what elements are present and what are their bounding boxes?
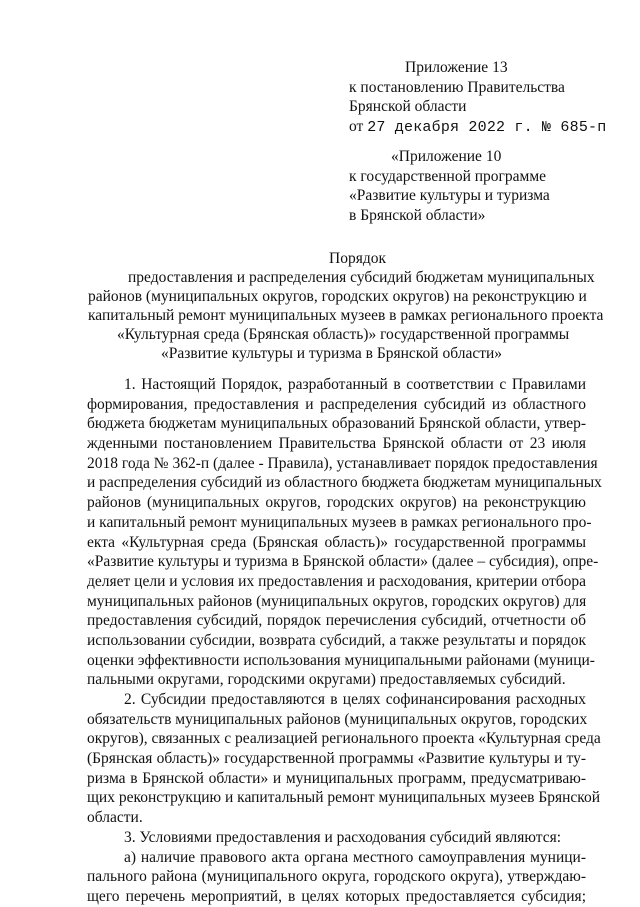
body-line: и капитальный ремонт муниципальных музеев в рамках регионального про- [87,513,592,531]
appendix-13-date-line [349,117,606,138]
appendix-10-block [349,147,550,225]
appendix-10-line: к государственной программе [349,167,547,185]
body-line: щих реконструкцию и капитальный ремонт муниципальных музеев Брянской [87,789,601,807]
body-line: 3. Условиями предоставления и расходования субсидий являются: [124,828,562,846]
body-line: 2. Субсидии предоставляются в целях софинансирования расходных [124,691,586,708]
body-line: области. [87,809,143,827]
body-line: 2018 года № 362-п (далее - Правила), устанавливает порядок предоставления [87,454,598,472]
body-line: пальными округами, городскими округами) предоставляемых субсидий. [87,671,566,689]
body-line: бюджета бюджетам муниципальных образований Брянской области, утвер- [87,415,586,433]
body-line: обязательств муниципальных районов (муниципальных округов, городских [87,710,588,728]
body-line: 1. Настоящий Порядок, разработанный в соответствии с Правилами [124,376,586,393]
body-line: екта «Культурная среда (Брянская область)» государственной программы [87,533,586,551]
title-line: капитальный ремонт муниципальных музеев в рамках регионального проекта [88,307,604,324]
body-line: «Развитие культуры и туризма в Брянской области» (далее – субсидия), опре- [87,553,599,571]
title-line: предоставления и распределения субсидий бюджетам муниципальных [128,269,595,286]
body-line: (Брянская область)» государственной программы «Развитие культуры и ту- [87,750,586,768]
body-line: округов), связанных с реализацией регионального проекта «Культурная среда [87,730,601,748]
document-heading: Порядок [329,250,386,267]
document-body [87,375,602,907]
body-line: муниципальных районов (муниципальных округов, городских округов) для [87,592,587,610]
appendix-10-line: «Развитие культуры и туризма [349,187,550,204]
body-line: жденными постановлением Правительства Брянской области от 23 июля [87,435,586,453]
appendix-13-block [349,58,606,137]
body-line: пального района (муниципального округа, городского округа), утверждаю- [87,868,586,886]
body-line: и распределения субсидий из областного бюджета бюджетам муниципальных [87,474,602,492]
decree-date-stamp: 27 декабря 2022 г. № 685-п [367,118,607,136]
appendix-10-title: «Приложение 10 [391,148,502,165]
appendix-13-title: Приложение 13 [405,59,508,76]
appendix-13-line: к постановлению Правительства [349,78,565,96]
body-line: оценки эффективности использования муниципальными районами (муници- [87,651,595,669]
body-line: предоставления субсидий, порядок перечисления субсидий, отчетности об [87,612,586,630]
title-line: «Культурная среда (Брянская область)» государственной программы [117,326,570,343]
appendix-13-line: Брянской области [349,98,467,115]
body-line: щего перечень мероприятий, в целях которых предоставляется субсидия; [87,887,586,905]
body-line: формирования, предоставления и распределения субсидий из областного [87,395,586,413]
appendix-10-line: в Брянской области» [349,206,486,224]
title-line: районов (муниципальных округов, городских округов) на реконструкцию и [88,288,587,305]
body-line: ризма в Брянской области» и муниципальных программ, предусматриваю- [87,769,586,787]
body-line: деляет цели и условия их предоставления и расходования, критерии отбора [87,572,586,590]
body-line: а) наличие правового акта органа местного самоуправления муници- [124,848,586,866]
title-line: «Развитие культуры и туризма в Брянской области» [161,345,503,362]
date-prefix: от [349,117,364,135]
body-line: использовании субсидии, возврата субсидий, а также результаты и порядок [87,631,586,649]
body-line: районов (муниципальных округов, городских округов) на реконструкцию [87,494,586,512]
